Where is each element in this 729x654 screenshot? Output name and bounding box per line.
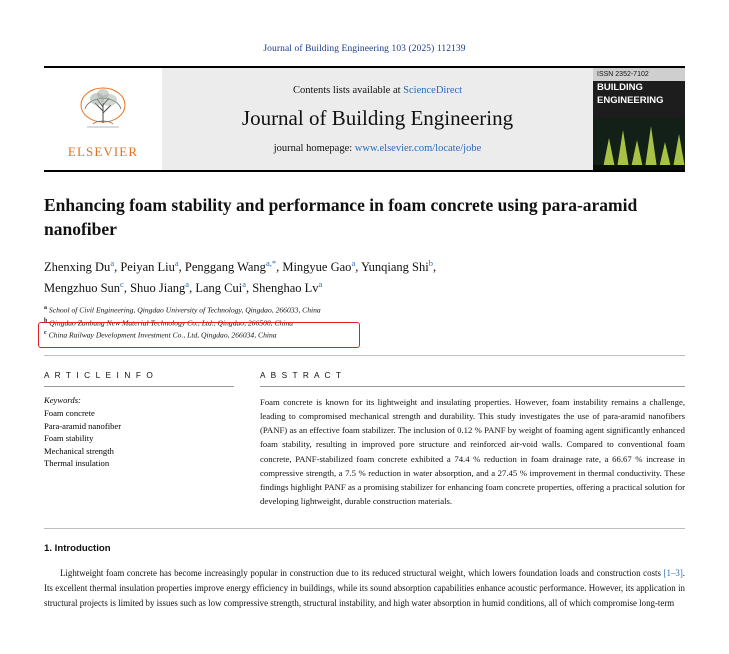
author-affil-marker: a [318, 278, 323, 289]
affiliation-text: Qingdao Zanbang New Material Technology Co., Ltd., Qingdao, 266500, China [49, 318, 294, 328]
keyword-item: Mechanical strength [44, 445, 114, 456]
affiliation-text: China Railway Development Investment Co., Ltd, Qingdao, 266034, China [48, 330, 277, 340]
author-3 [282, 260, 355, 274]
author-affil-marker: c [120, 278, 124, 289]
cover-artwork [593, 118, 685, 170]
keywords-list [44, 407, 234, 469]
author-0 [44, 260, 114, 274]
abstract-rule [260, 386, 685, 387]
article-title: Enhancing foam stability and performance in foam concrete using para-aramid nanofiber [44, 195, 638, 239]
abstract-divider [44, 528, 685, 529]
author-5 [44, 278, 124, 295]
author-affil-marker: a [174, 258, 179, 269]
journal-cover-image [593, 68, 685, 170]
affiliation-a [44, 304, 685, 316]
author-affil-marker: a [351, 258, 356, 269]
abstract-text: Foam concrete is known for its lightweight and insulating properties. However, foam instability remains a challenge, leading to compromised mechanical strength and durability. This study investigates the use of para-aramid nanofibers (PANF) as an effective foam stabilizer. The inclusion of 0.12 % PANF by weight of foaming agent significantly enhanced foam stability, resulting in improved pore structure and reinforced air-void walls. Compared to conventional foam concrete, PANF-stabilized foam concrete exhibited a 74.4 % reduction in foam drainage rate, a 66.67 % increase in compressive strength, a 7.5 % reduction in water absorption, and a 27.45 % improvement in thermal conductivity. These findings highlight PANF as a promising stabilizer for enhancing foam concrete properties, offering a practical solution for developing lightweight, durable construction materials. [260, 397, 685, 506]
abstract-heading: A B S T R A C T [260, 370, 343, 381]
article-info-rule [44, 386, 234, 387]
cover-brand-line1: BUILDING [593, 81, 685, 94]
author-7 [195, 278, 246, 295]
journal-masthead [44, 66, 685, 172]
abstract-column [260, 370, 685, 508]
homepage-line [274, 143, 482, 154]
author-name: Peiyan Liu [120, 260, 175, 275]
introduction-heading: 1. Introduction [44, 542, 111, 554]
affiliation-b [44, 317, 685, 329]
front-matter-divider [44, 355, 685, 356]
elsevier-tree-icon [73, 83, 133, 143]
author-affil-marker: a,* [265, 258, 277, 269]
journal-running-head: Journal of Building Engineering 103 (2025) 112139 [263, 44, 466, 54]
elsevier-logo [44, 68, 162, 170]
keywords-label: Keywords: [44, 395, 81, 406]
author-affil-marker: b [428, 258, 433, 269]
journal-homepage-link[interactable]: www.elsevier.com/locate/jobe [354, 142, 482, 154]
keyword-item: Para-aramid nanofiber [44, 420, 122, 431]
cover-artwork-graphic [593, 118, 685, 170]
affiliation-marker: c [44, 329, 47, 336]
author-affil-marker: a [242, 278, 246, 289]
keyword-item: Foam concrete [44, 408, 95, 419]
elsevier-wordmark: ELSEVIER [67, 143, 139, 159]
introduction-paragraph [44, 566, 685, 610]
homepage-prefix: journal homepage: [273, 142, 353, 154]
masthead-center [162, 68, 593, 170]
keyword-item: Foam stability [44, 433, 94, 444]
author-affil-marker: a [185, 278, 190, 289]
author-name: Shuo Jiang [130, 280, 186, 295]
author-name: Mengzhuo Sun [44, 280, 121, 295]
intro-text-part1: Lightweight foam concrete has become increasingly popular in construction due to its reduced structural weight, which lowers foundation loads and construction costs [60, 567, 664, 578]
author-2 [185, 260, 276, 274]
author-name: Mingyue Gao [282, 260, 352, 275]
info-abstract-columns [44, 370, 685, 508]
article-info-column [44, 370, 234, 508]
author-name: Penggang Wang [184, 260, 266, 275]
author-name: Shenghao Lv [252, 280, 319, 295]
journal-title: Journal of Building Engineering [241, 105, 514, 130]
cover-issn: ISSN 2352-7102 [593, 68, 685, 81]
introduction-section [44, 543, 685, 610]
author-name: Zhenxing Du [44, 260, 111, 275]
author-6 [130, 278, 190, 295]
citation-link[interactable]: [1–3] [663, 567, 683, 578]
intro-text-part2: . Its excellent thermal insulation properties improve energy efficiency in buildings, while its sound absorption capabilities enhance acoustic performance. However, its application in structural projects is limited by issues such as low compressive strength, structural instability, and high water absorption in humid conditions, all of which compromise long-term [44, 567, 685, 608]
sciencedirect-link[interactable]: ScienceDirect [403, 84, 463, 96]
author-name: Yunqiang Shi [361, 260, 429, 275]
affiliation-text: School of Civil Engineering, Qingdao University of Technology, Qingdao, 266033, China [48, 305, 321, 315]
author-4 [361, 260, 433, 274]
keyword-item: Thermal insulation [44, 458, 110, 469]
cover-brand-line2: ENGINEERING [593, 94, 685, 107]
author-8 [252, 278, 323, 295]
contents-prefix: Contents lists available at [292, 84, 401, 96]
contents-line [293, 85, 462, 96]
author-name: Lang Cui [195, 280, 243, 295]
affiliation-list [44, 304, 685, 341]
author-1 [120, 260, 178, 274]
author-affil-marker: a [110, 258, 115, 269]
article-front-matter [44, 172, 685, 341]
affiliation-marker: a [44, 305, 47, 312]
affiliation-marker: b [44, 317, 48, 324]
author-list: Zhenxing Du$^a$, Peiyan Liu$^a$, Penggang Wang$^{a,*}$, Mingyue Gao$^a$, Yunqiang Shi$^b$, Mengzhuo Sun$^c$, Shuo Jiang$^a$, Lang Cui$^a$, Shenghao Lv$^a$ [44, 258, 437, 295]
article-info-heading: A R T I C L E I N F O [44, 370, 155, 381]
affiliation-c [44, 329, 685, 341]
